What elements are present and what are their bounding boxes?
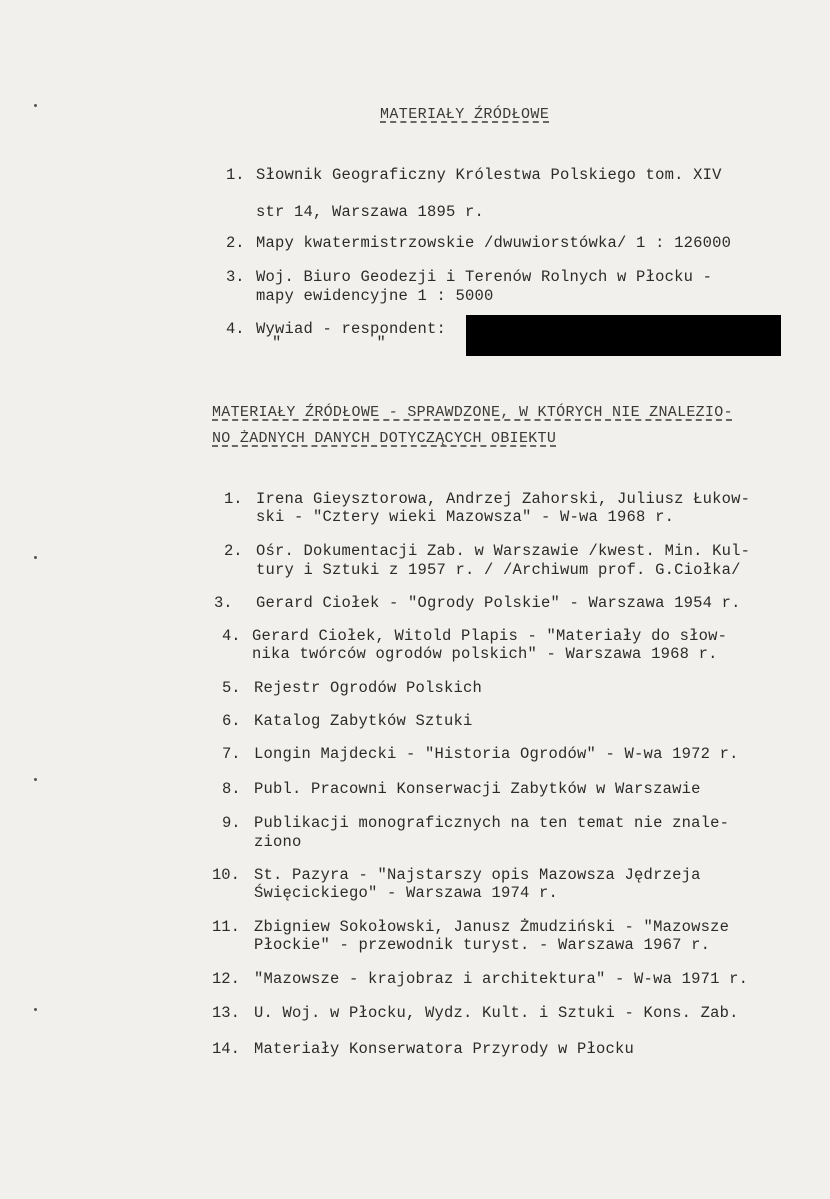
list2-item-line: Irena Gieysztorowa, Andrzej Zahorski, Juliusz Łukow-	[256, 490, 751, 508]
list2-item-line: Katalog Zabytków Sztuki	[254, 712, 473, 730]
list2-item-number: 2.	[224, 542, 243, 560]
list2-item-line: "Mazowsze - krajobraz i architektura" - W-wa 1971 r.	[254, 970, 749, 988]
list2-item-line: Święcickiego" - Warszawa 1974 r.	[254, 884, 559, 902]
list2-item-number: 4.	[222, 627, 241, 645]
list1-item-line: " "	[272, 334, 387, 352]
list2-item-line: nika twórców ogrodów polskich" - Warszawa 1968 r.	[252, 645, 718, 663]
section-heading-line: NO ŻADNYCH DANYCH DOTYCZĄCYCH OBIEKTU	[212, 430, 557, 447]
list1-item-line: mapy ewidencyjne 1 : 5000	[256, 287, 494, 305]
list2-item-number: 14.	[212, 1040, 240, 1058]
list2-item-number: 9.	[222, 814, 241, 832]
list2-item-line: St. Pazyra - "Najstarszy opis Mazowsza Jędrzeja	[254, 866, 701, 884]
list2-item-line: ziono	[254, 833, 302, 851]
list1-item-line: str 14, Warszawa 1895 r.	[256, 203, 485, 221]
punch-mark	[34, 778, 37, 781]
list2-item-number: 12.	[212, 970, 240, 988]
list2-item-number: 10.	[212, 866, 240, 884]
list2-item-number: 7.	[222, 745, 241, 763]
list2-item-number: 1.	[224, 490, 243, 508]
section-heading-line: MATERIAŁY ŹRÓDŁOWE - SPRAWDZONE, W KTÓRYCH NIE ZNALEZIO-	[212, 404, 733, 421]
list1-item-number: 4.	[226, 320, 245, 338]
list2-item-line: Gerard Ciołek - "Ogrody Polskie" - Warszawa 1954 r.	[256, 594, 741, 612]
list2-item-line: Zbigniew Sokołowski, Janusz Żmudziński - "Mazowsze	[254, 918, 730, 936]
list2-item-line: Ośr. Dokumentacji Zab. w Warszawie /kwest. Min. Kul-	[256, 542, 751, 560]
list2-item-number: 13.	[212, 1004, 240, 1022]
list1-item-line: Woj. Biuro Geodezji i Terenów Rolnych w Płocku -	[256, 268, 713, 286]
list1-item-line: Mapy kwatermistrzowskie /dwuwiorstówka/ 1 : 126000	[256, 234, 732, 252]
punch-mark	[34, 1008, 37, 1011]
list2-item-line: ski - "Cztery wieki Mazowsza" - W-wa 1968 r.	[256, 508, 675, 526]
list1-item-number: 1.	[226, 166, 245, 184]
list2-item-line: Publikacji monograficznych na ten temat nie znale-	[254, 814, 730, 832]
punch-mark	[34, 556, 37, 559]
list2-item-number: 6.	[222, 712, 241, 730]
list2-item-number: 8.	[222, 780, 241, 798]
list2-item-line: tury i Sztuki z 1957 r. / /Archiwum prof. G.Ciołka/	[256, 561, 741, 579]
list2-item-line: Płockie" - przewodnik turyst. - Warszawa 1967 r.	[254, 936, 711, 954]
list2-item-line: U. Woj. w Płocku, Wydz. Kult. i Sztuki - Kons. Zab.	[254, 1004, 739, 1022]
list2-item-line: Materiały Konserwatora Przyrody w Płocku	[254, 1040, 635, 1058]
redaction-block	[466, 315, 781, 356]
list2-item-number: 5.	[222, 679, 241, 697]
page-title: MATERIAŁY ŹRÓDŁOWE	[380, 106, 550, 123]
list2-item-line: Rejestr Ogrodów Polskich	[254, 679, 483, 697]
list1-item-number: 3.	[226, 268, 245, 286]
list2-item-number: 3.	[214, 594, 233, 612]
list1-item-line: Słownik Geograficzny Królestwa Polskiego tom. XIV	[256, 166, 722, 184]
list2-item-line: Publ. Pracowni Konserwacji Zabytków w Warszawie	[254, 780, 701, 798]
list1-item-line: Wywiad - respondent:	[256, 320, 447, 338]
punch-mark	[34, 104, 37, 107]
list2-item-number: 11.	[212, 918, 240, 936]
list1-item-number: 2.	[226, 234, 245, 252]
list2-item-line: Gerard Ciołek, Witold Plapis - "Materiały do słow-	[252, 627, 728, 645]
list2-item-line: Longin Majdecki - "Historia Ogrodów" - W-wa 1972 r.	[254, 745, 739, 763]
